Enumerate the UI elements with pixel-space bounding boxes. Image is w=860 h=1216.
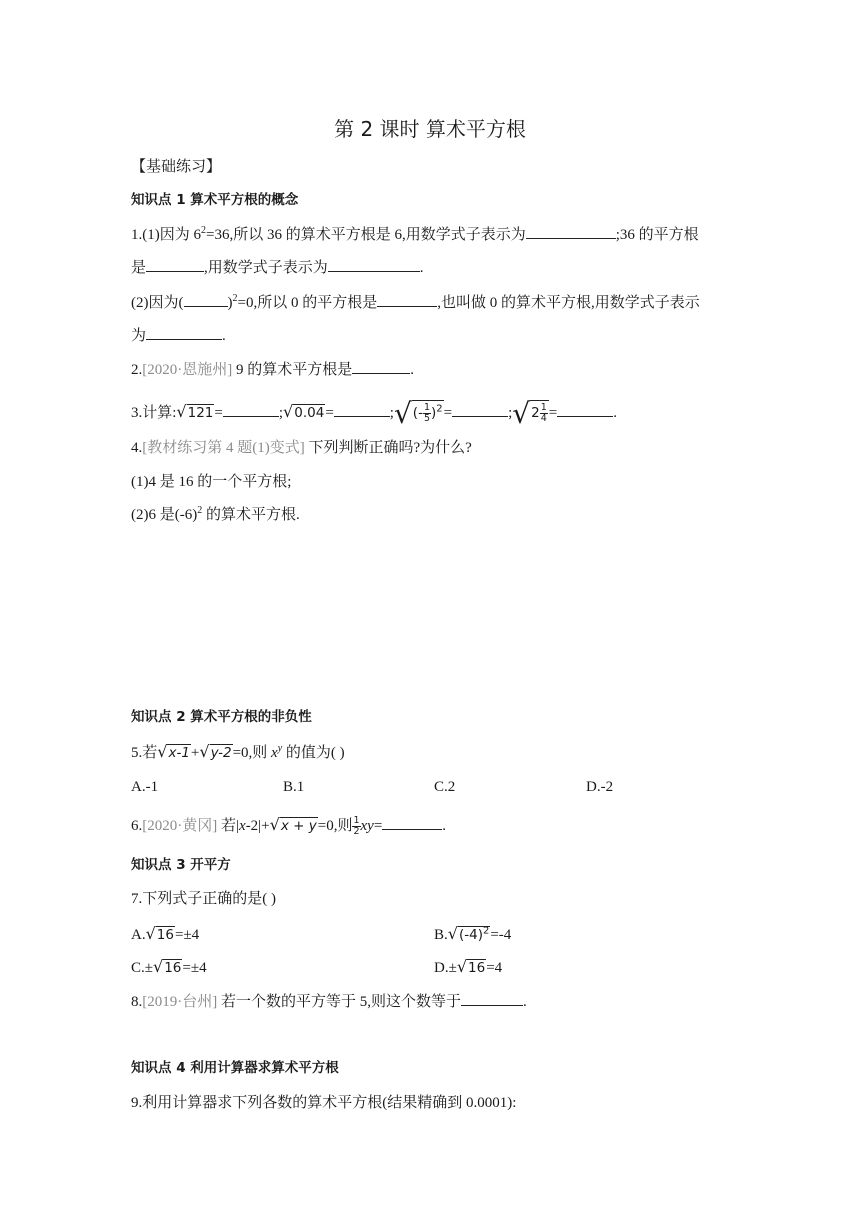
- answer-blank[interactable]: [223, 402, 279, 417]
- sqrt-expression: √2 $\frac{1}{4}$: [512, 397, 547, 430]
- option-b[interactable]: $B.√(-4)^2=-4$: [434, 924, 512, 943]
- question-4: 4.[教材练习第 4 题(1)变式] 下列判断正确吗?为什么?: [131, 440, 472, 456]
- option-a[interactable]: A.√16=±4: [131, 924, 200, 943]
- option-b[interactable]: B.1: [283, 779, 305, 795]
- option-d[interactable]: D.±√16=4: [434, 957, 503, 976]
- question-source: [2020·恩施州]: [142, 362, 233, 378]
- question-9: 9.利用计算器求下列各数的算术平方根(结果精确到 0.0001):: [131, 1095, 517, 1111]
- question-1-line-2: 是 ,用数学式子表示为 .: [131, 257, 424, 278]
- question-1-line-3: (2)因为( )$^2$=0,所以 0 的平方根是 ,也叫做 0 的算术平方根,用数学式子表示: [131, 293, 700, 311]
- knowledge-point-1: 知识点 1 算术平方根的概念: [131, 192, 299, 208]
- answer-blank[interactable]: [377, 292, 437, 307]
- question-6: 6.[2020·黄冈] 若|x-2|+√x + y=0,则 $\frac{1}{2}$ xy= .: [131, 815, 447, 838]
- sqrt-expression: √0.04: [283, 402, 325, 421]
- sqrt-expression: √16: [145, 924, 174, 943]
- answer-blank[interactable]: [146, 325, 222, 340]
- answer-blank[interactable]: [352, 359, 410, 374]
- sqrt-expression: $√(-4)^2$: [447, 924, 490, 943]
- question-4-part-2: (2)6 是$(-6)^2$ 的算术平方根.: [131, 505, 300, 523]
- question-source: [教材练习第 4 题(1)变式]: [142, 440, 305, 456]
- page-title: 第 2 课时 算术平方根: [334, 117, 526, 141]
- sqrt-expression: √x + y: [269, 815, 317, 834]
- knowledge-point-4: 知识点 4 利用计算器求算术平方根: [131, 1060, 339, 1076]
- option-a[interactable]: A.-1: [131, 779, 159, 795]
- question-source: [2020·黄冈]: [142, 818, 218, 834]
- sqrt-expression: √(- $\frac{1}{5}$ )$^2$: [393, 397, 443, 430]
- option-d[interactable]: D.-2: [586, 779, 614, 795]
- sqrt-expression: √16: [456, 957, 486, 976]
- answer-blank[interactable]: [557, 402, 613, 417]
- answer-blank[interactable]: [461, 991, 523, 1006]
- knowledge-point-2: 知识点 2 算术平方根的非负性: [131, 709, 312, 725]
- question-3: 3.计算:√121= ;√0.04= ;√(- $\frac{1}{5}$ )$^2$= ;√2 $\frac{1}{4}$ = .: [131, 397, 617, 430]
- sqrt-expression: √y-2: [199, 742, 232, 761]
- knowledge-point-3: 知识点 3 开平方: [131, 857, 231, 873]
- question-5: 5.若√x-1+√y-2=0,则 $x^y$ 的值为( ): [131, 742, 345, 761]
- question-1-line-4: 为 .: [131, 325, 226, 346]
- answer-blank[interactable]: [452, 402, 508, 417]
- answer-blank[interactable]: [328, 257, 420, 272]
- sqrt-expression: √x-1: [157, 742, 190, 761]
- question-source: [2019·台州]: [142, 994, 218, 1010]
- question-7: 7.下列式子正确的是( ): [131, 891, 276, 907]
- option-c[interactable]: C.±√16=±4: [131, 957, 207, 976]
- answer-blank[interactable]: [526, 224, 616, 239]
- answer-blank[interactable]: [382, 815, 442, 830]
- question-4-part-1: (1)4 是 16 的一个平方根;: [131, 474, 292, 490]
- question-8: 8.[2019·台州] 若一个数的平方等于 5,则这个数等于 .: [131, 991, 527, 1012]
- question-2: 2.[2020·恩施州] 9 的算术平方根是 .: [131, 359, 414, 380]
- answer-blank[interactable]: [146, 257, 204, 272]
- sqrt-expression: √16: [153, 957, 182, 976]
- question-1-line-1: 1.(1)因为 $6^2=36$,所以 36 的算术平方根是 6,用数学式子表示为 ;36 的平方根: [131, 225, 699, 243]
- answer-blank[interactable]: [334, 402, 390, 417]
- answer-blank[interactable]: [184, 292, 228, 307]
- section-heading: 【基础练习】: [131, 159, 222, 175]
- sqrt-expression: √121: [176, 402, 214, 421]
- option-c[interactable]: C.2: [434, 779, 456, 795]
